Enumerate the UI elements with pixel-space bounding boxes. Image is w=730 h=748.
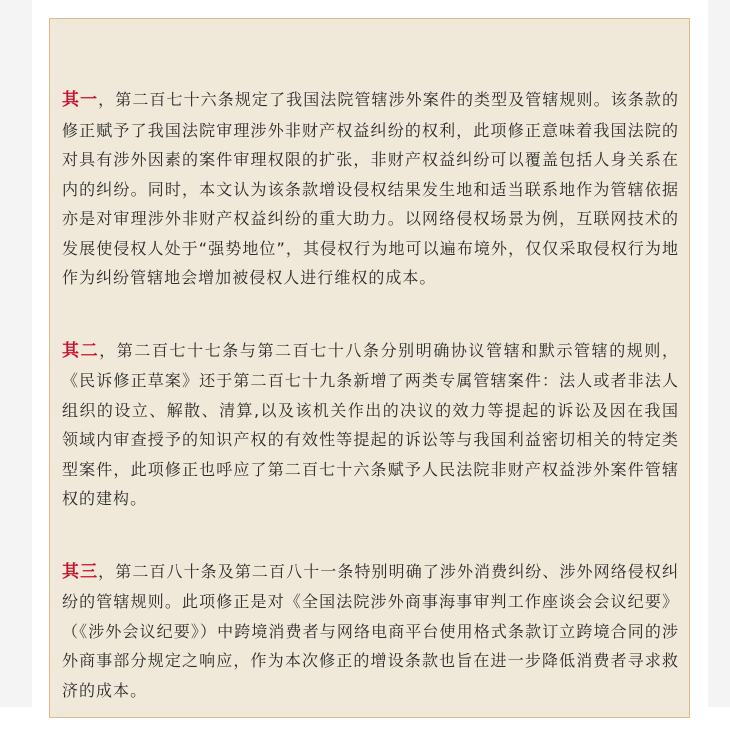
paragraph-3-lead: 其三 (62, 561, 99, 582)
paragraph-3-text: ，第二百八十条及第二百八十一条特别明确了涉外消费纠纷、涉外网络侵权纠纷的管辖规则。此项修正是对《全国法院涉外商事海事审判工作座谈会会议纪要》（《涉外会议纪要》）中跨境消费者与网络电商平台使用格式条款订立跨境合同的涉外商事部分规定之响应，作为本次修正的增设条款也旨在进一步降低消费者寻求救济的成本。 (62, 561, 679, 700)
paragraph-2-lead: 其二 (62, 340, 100, 361)
paragraph-1-text: ，第二百七十六条规定了我国法院管辖涉外案件的类型及管辖规则。该条款的修正赋予了我国法院审理涉外非财产权益纠纷的权利，此项修正意味着我国法院的对具有涉外因素的案件审理权限的扩张，非财产权益纠纷可以覆盖包括人身关系在内的纠纷。同时，本文认为该条款增设侵权结果发生地和适当联系地作为管辖依据亦是对审理涉外非财产权益纠纷的重大助力。以网络侵权场景为例，互联网技术的发展使侵权人处于“强势地位”，其侵权行为地可以遍布境外，仅仅采取侵权行为地作为纠纷管辖地会增加被侵权人进行维权的成本。 (62, 90, 679, 287)
article-panel (49, 18, 690, 718)
left-margin (0, 0, 32, 707)
paragraph-2-text: ，第二百七十七条与第二百七十八条分别明确协议管辖和默示管辖的规则，《民诉修正草案》还于第二百七十九条新增了两类专属管辖案件：法人或者非法人组织的设立、解散、清算,以及该机关作出的决议的效力等提起的诉讼及因在我国领域内审查授予的知识产权的有效性等提起的诉讼等与我国利益密切相关的特定类型案件，此项修正也呼应了第二百七十六条赋予人民法院非财产权益涉外案件管辖权的建构。 (62, 340, 679, 508)
paragraph-2 (62, 336, 679, 514)
paragraph-3 (62, 557, 679, 706)
paragraph-1 (62, 85, 679, 293)
paragraph-1-lead: 其一 (62, 90, 99, 110)
right-margin (708, 0, 730, 707)
article-content (62, 85, 679, 748)
